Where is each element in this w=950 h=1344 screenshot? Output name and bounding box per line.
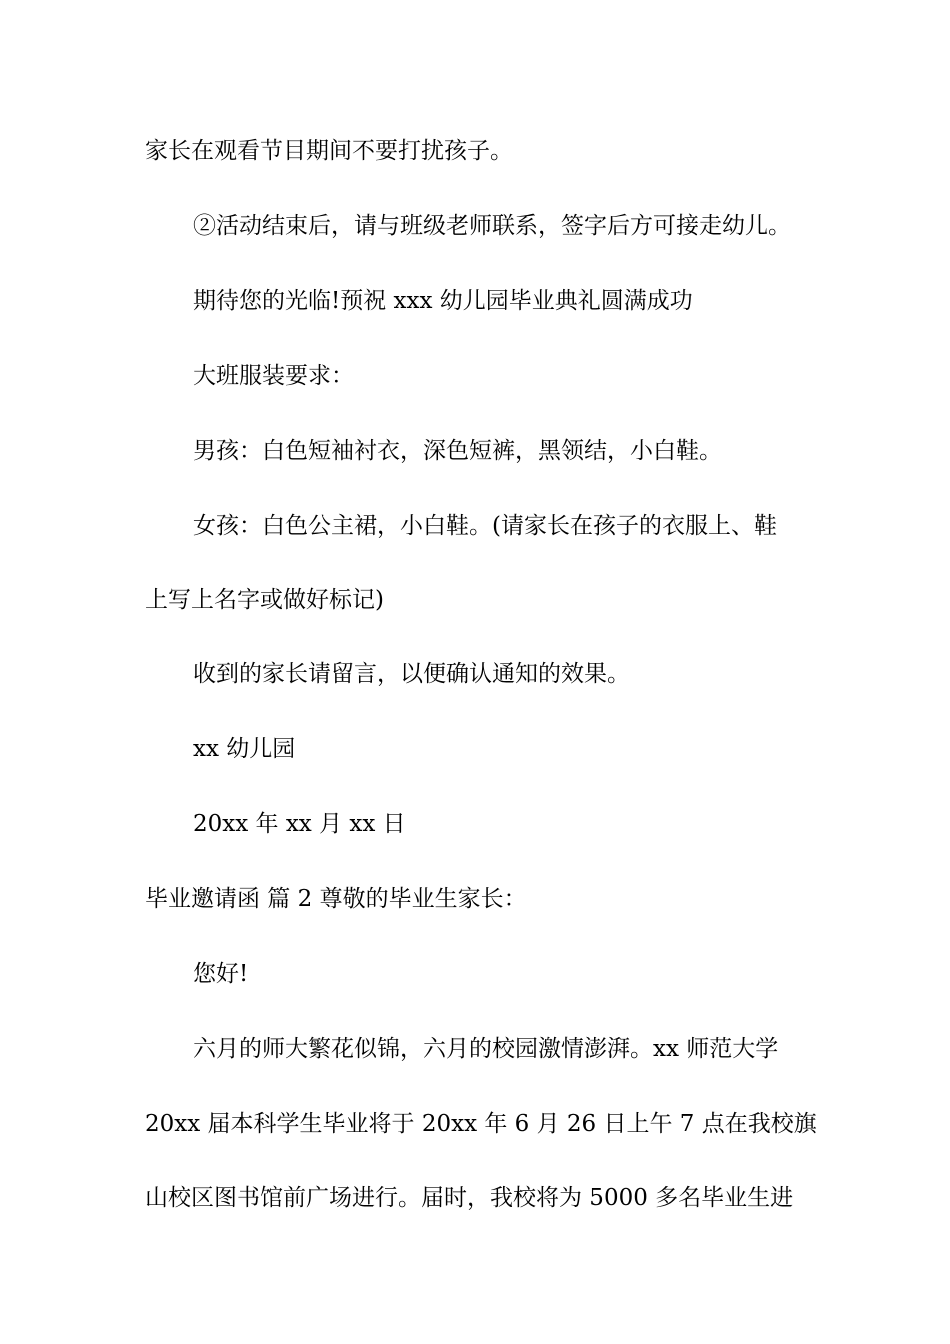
text-line: 大班服装要求： (193, 363, 354, 389)
text-line: 20xx 届本科学生毕业将于 20xx 年 6 月 26 日上午 7 点在我校旗 (145, 1111, 817, 1137)
text-line: 六月的师大繁花似锦，六月的校园激情澎湃。xx 师范大学 (193, 1036, 779, 1062)
text-line: ②活动结束后，请与班级老师联系，签字后方可接走幼儿。 (193, 213, 791, 239)
text-line: 山校区图书馆前广场进行。届时，我校将为 5000 多名毕业生进 (145, 1185, 794, 1211)
text-line: 上写上名字或做好标记) (145, 587, 384, 613)
text-line: 20xx 年 xx 月 xx 日 (193, 811, 406, 837)
text-line: xx 幼儿园 (193, 736, 296, 762)
text-line: 家长在观看节目期间不要打扰孩子。 (145, 138, 513, 164)
text-line: 男孩：白色短袖衬衣，深色短裤，黑领结，小白鞋。 (193, 438, 722, 464)
section-heading: 毕业邀请函 篇 2 尊敬的毕业生家长： (145, 886, 527, 912)
text-line: 您好! (193, 961, 249, 987)
text-line: 女孩：白色公主裙，小白鞋。(请家长在孩子的衣服上、鞋 (193, 513, 777, 539)
text-line: 收到的家长请留言，以便确认通知的效果。 (193, 661, 630, 687)
text-line: 期待您的光临!预祝 xxx 幼儿园毕业典礼圆满成功 (193, 288, 693, 314)
